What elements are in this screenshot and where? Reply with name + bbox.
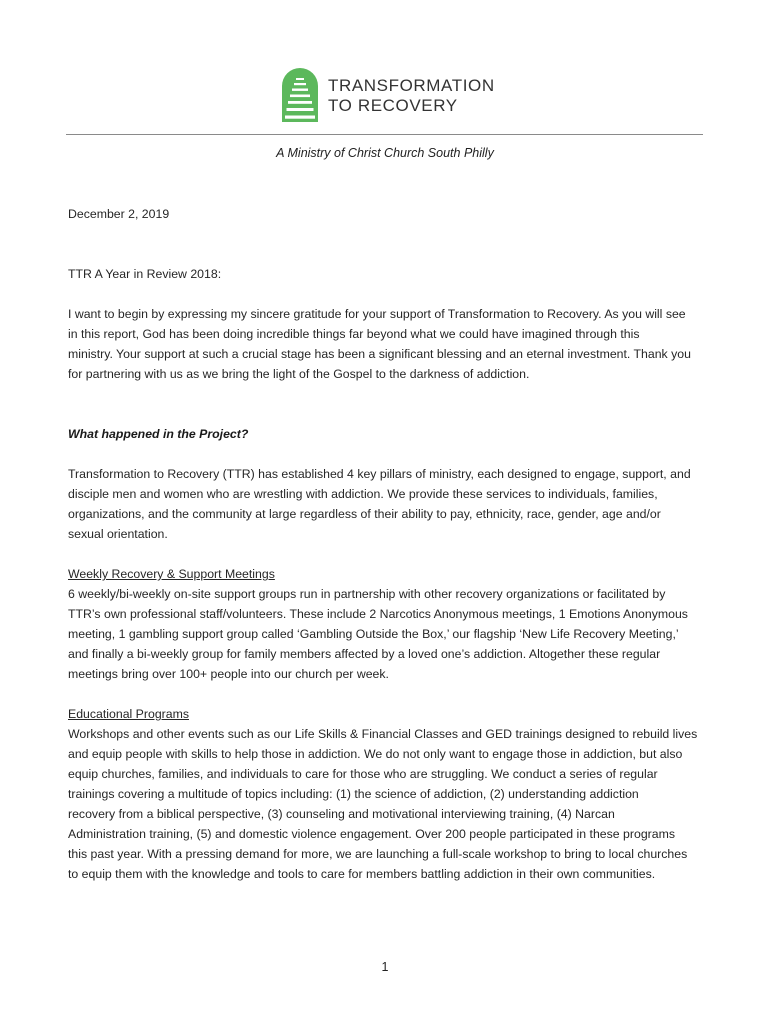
header-divider [66,134,703,135]
educational-line: this past year. With a pressing demand for more, we are launching a full-scale workshop to bring to local churches [68,847,688,861]
intro-line: I want to begin by expressing my sincere gratitude for your support of Transformation to Recovery. As you will see [68,307,686,321]
weekly-line: meetings bring over 100+ people into our church per week. [68,667,389,681]
logo-line-2: TO RECOVERY [328,96,458,115]
pillars-line: disciple men and women who are wrestling with addiction. We provide these services to individuals, families, [68,487,658,501]
intro-line: for partnering with us as we bring the light of the Gospel to the darkness of addiction. [68,367,530,381]
logo-wordmark [328,76,495,116]
intro-line: in this report, God has been doing incredible things far beyond what we could have imagined through this [68,327,640,341]
intro-line: ministry. Your support at such a crucial stage has been a significant blessing and an eternal investment. Thank you [68,347,691,361]
pillars-line: Transformation to Recovery (TTR) has established 4 key pillars of ministry, each designed to engage, support, and [68,467,691,481]
educational-line: Administration training, (5) and domestic violence engagement. Over 200 people participated in these programs [68,827,675,841]
pillars-line: organizations, and the community at large regardless of their ability to pay, ethnicity, race, gender, age and/or [68,507,661,521]
logo-line-1: TRANSFORMATION [328,76,495,95]
weekly-line: and finally a bi-weekly group for family members affected by a loved one’s addiction. Altogether these regular [68,647,661,661]
tagline: A Ministry of Christ Church South Philly [276,146,494,160]
page-number: 1 [381,960,389,974]
intro-paragraph [68,304,708,384]
weekly-heading: Weekly Recovery & Support Meetings [68,567,275,581]
pillars-line: sexual orientation. [68,527,168,541]
section-heading: What happened in the Project? [68,427,249,441]
educational-line: to equip them with the knowledge and tools to care for members battling addiction in their own communities. [68,867,656,881]
weekly-line: 6 weekly/bi-weekly on-site support groups run in partnership with other recovery organizations or facilitated by [68,587,666,601]
weekly-line: TTR’s own professional staff/volunteers. These include 2 Narcotics Anonymous meetings, 1 Emotions Anonymous [68,607,688,621]
educational-heading: Educational Programs [68,707,189,721]
logo [282,68,495,122]
doorway-stairs-icon [282,68,318,122]
educational-line: trainings covering a multitude of topics including: (1) the science of addiction, (2) understanding addiction [68,787,639,801]
weekly-section [68,564,708,684]
pillars-paragraph [68,464,708,544]
educational-line: and equip people with skills to help those in addiction. We do not only want to engage those in addiction, but also [68,747,683,761]
letter-title: TTR A Year in Review 2018: [68,267,222,281]
educational-section [68,704,708,884]
educational-line: recovery from a biblical perspective, (3) counseling and motivational interviewing training, (4) Narcan [68,807,615,821]
educational-line: Workshops and other events such as our Life Skills & Financial Classes and GED trainings designed to rebuild lives [68,727,698,741]
letter-date: December 2, 2019 [68,207,170,221]
educational-line: equip churches, families, and individuals to care for those who are struggling. We conduct a series of regular [68,767,658,781]
weekly-line: meeting, 1 gambling support group called ‘Gambling Outside the Box,’ our flagship ‘New Life Recovery Meeting,’ [68,627,679,641]
